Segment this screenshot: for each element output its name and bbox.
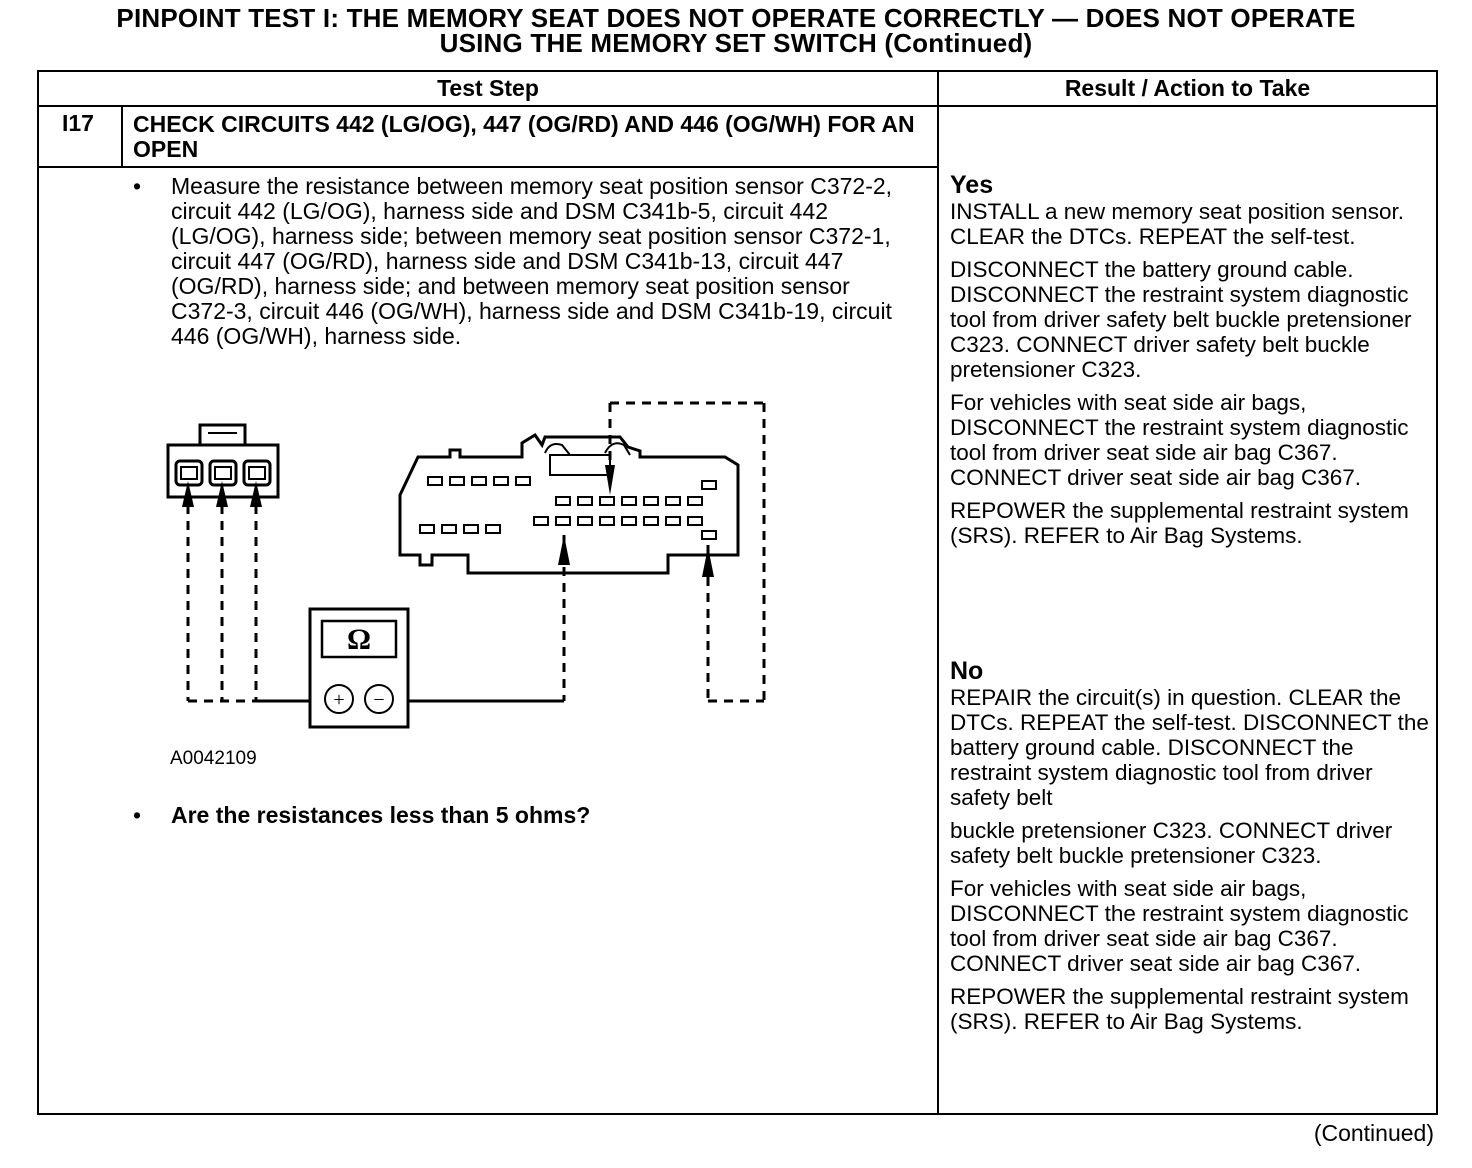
instruction-bullet bbox=[133, 174, 913, 374]
yes-label: Yes bbox=[950, 171, 994, 199]
bullet-dot: • bbox=[133, 173, 142, 199]
yes-paragraph: INSTALL a new memory seat position sensor. CLEAR the DTCs. REPEAT the self-test. bbox=[950, 199, 1404, 249]
title-line-1: PINPOINT TEST I: THE MEMORY SEAT DOES NOT OPERATE CORRECTLY — DOES NOT OPERATE bbox=[116, 3, 1356, 33]
wiring-diagram bbox=[150, 395, 790, 755]
question-bullet bbox=[133, 803, 913, 833]
step-title-divider bbox=[37, 166, 939, 168]
step-number: I17 bbox=[62, 110, 94, 136]
probe-tips bbox=[182, 465, 714, 577]
step-title: CHECK CIRCUITS 442 (LG/OG), 447 (OG/RD) AND 446 (OG/WH) FOR AN OPEN bbox=[133, 111, 915, 162]
instruction-text: Measure the resistance between memory seat position sensor C372-2, circuit 442 (LG/OG), harness side and DSM C341b-5, circuit 442 (LG/OG), harness side; between memory seat position sensor C372-1, circuit 447 (OG/RD), harness side and DSM C341b-13, circuit 447 (OG/RD), harness side; and between memory seat position sensor C372-3, circuit 446 (OG/WH), harness side and DSM C341b-19, circuit 446 (OG/WH), harness side. bbox=[171, 173, 893, 349]
header-divider bbox=[37, 105, 1438, 107]
result-yes-block bbox=[950, 172, 1430, 548]
bullet-dot: • bbox=[133, 802, 142, 828]
ohm-symbol: Ω bbox=[346, 623, 372, 656]
meter-plus-terminal: + bbox=[333, 689, 345, 711]
header-test-step: Test Step bbox=[437, 75, 539, 101]
column-divider bbox=[937, 70, 939, 1115]
connector-cavities bbox=[420, 477, 716, 539]
no-paragraph: REPAIR the circuit(s) in question. CLEAR the DTCs. REPEAT the self-test. DISCONNECT the battery ground cable. DISCONNECT the restraint system diagnostic tool from driver safety belt bbox=[950, 685, 1429, 810]
test-leads bbox=[188, 403, 764, 701]
page-title bbox=[30, 3, 1442, 58]
result-no-block bbox=[950, 658, 1430, 1034]
header-result: Result / Action to Take bbox=[1064, 75, 1311, 101]
continued-label: (Continued) bbox=[1313, 1120, 1434, 1146]
yes-paragraph: DISCONNECT the battery ground cable. DISCONNECT the restraint system diagnostic tool from driver safety belt buckle pretensioner C323. CONNECT driver safety belt buckle pretensioner C323. bbox=[950, 257, 1412, 382]
yes-paragraph: For vehicles with seat side air bags, DISCONNECT the restraint system diagnostic tool from driver seat side air bag C367. CONNECT driver seat side air bag C367. bbox=[950, 390, 1409, 490]
yes-paragraph: REPOWER the supplemental restraint system (SRS). REFER to Air Bag Systems. bbox=[950, 498, 1409, 548]
no-label: No bbox=[950, 657, 984, 685]
step-number-divider bbox=[121, 105, 123, 167]
figure-id: A0042109 bbox=[170, 748, 257, 769]
no-paragraph: REPOWER the supplemental restraint system (SRS). REFER to Air Bag Systems. bbox=[950, 984, 1409, 1034]
meter-minus-terminal: − bbox=[373, 689, 385, 711]
no-paragraph: For vehicles with seat side air bags, DISCONNECT the restraint system diagnostic tool from driver seat side air bag C367. CONNECT driver seat side air bag C367. bbox=[950, 876, 1409, 976]
question-text: Are the resistances less than 5 ohms? bbox=[171, 802, 591, 828]
no-paragraph: buckle pretensioner C323. CONNECT driver safety belt buckle pretensioner C323. bbox=[950, 818, 1393, 868]
title-line-2: USING THE MEMORY SET SWITCH (Continued) bbox=[439, 28, 1033, 58]
